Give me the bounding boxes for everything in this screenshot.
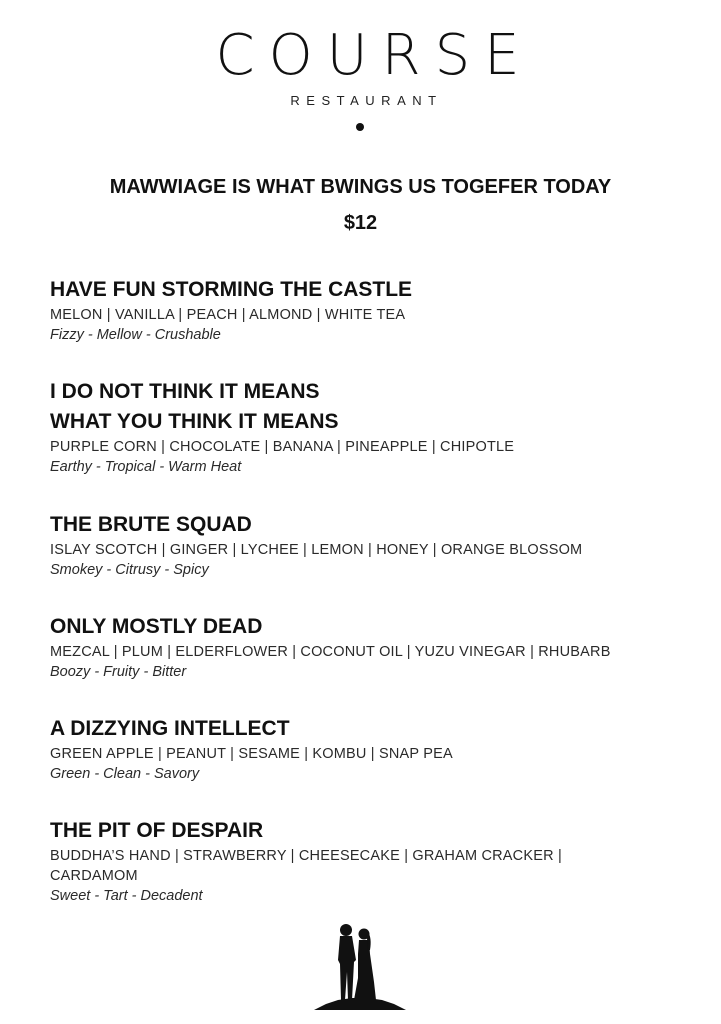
couple-silhouette-icon	[312, 920, 408, 1012]
menu-item-brute-squad	[50, 510, 690, 580]
restaurant-logo-subtitle: RESTAURANT	[290, 93, 443, 108]
menu-item-not-think-means	[50, 377, 690, 477]
item-ingredients: GREEN APPLE | PEANUT | SESAME | KOMBU | SNAP PEA	[50, 746, 453, 762]
menu-item-storming-castle	[50, 275, 690, 345]
item-ingredients: ISLAY SCOTCH | GINGER | LYCHEE | LEMON | HONEY | ORANGE BLOSSOM	[50, 542, 583, 558]
menu-price: $12	[343, 212, 378, 234]
item-ingredients: MEZCAL | PLUM | ELDERFLOWER | COCONUT OIL | YUZU VINEGAR | RHUBARB	[50, 644, 611, 660]
logo-dot-icon	[356, 123, 364, 131]
item-name: ONLY MOSTLY DEAD	[50, 615, 263, 638]
item-ingredients: PURPLE CORN | CHOCOLATE | BANANA | PINEAPPLE | CHIPOTLE	[50, 439, 515, 455]
item-tasting-notes: Earthy - Tropical - Warm Heat	[50, 459, 242, 475]
item-tasting-notes: Green - Clean - Savory	[50, 766, 200, 782]
menu-item-mostly-dead	[50, 612, 690, 682]
item-tasting-notes: Boozy - Fruity - Bitter	[50, 664, 187, 680]
item-name-line-2: WHAT YOU THINK IT MEANS	[50, 410, 339, 433]
menu-headline: MAWWIAGE IS WHAT BWINGS US TOGEFER TODAY	[109, 176, 612, 198]
item-tasting-notes: Fizzy - Mellow - Crushable	[50, 327, 221, 343]
item-ingredients: MELON | VANILLA | PEACH | ALMOND | WHITE TEA	[50, 307, 406, 323]
item-ingredients-line-2: CARDAMOM	[50, 868, 138, 884]
item-ingredients-line-1: BUDDHA’S HAND | STRAWBERRY | CHEESECAKE | GRAHAM CRACKER |	[50, 848, 562, 864]
item-name: A DIZZYING INTELLECT	[50, 717, 290, 740]
item-name: THE PIT OF DESPAIR	[50, 819, 264, 842]
restaurant-logo-title: COURSE	[215, 23, 534, 88]
menu-item-dizzying-intellect	[50, 714, 690, 784]
item-name: THE BRUTE SQUAD	[50, 513, 252, 536]
item-name: HAVE FUN STORMING THE CASTLE	[50, 278, 413, 301]
menu-item-pit-of-despair	[50, 816, 690, 906]
item-tasting-notes: Sweet - Tart - Decadent	[50, 888, 203, 904]
item-tasting-notes: Smokey - Citrusy - Spicy	[50, 562, 209, 578]
item-name-line-1: I DO NOT THINK IT MEANS	[50, 380, 320, 403]
